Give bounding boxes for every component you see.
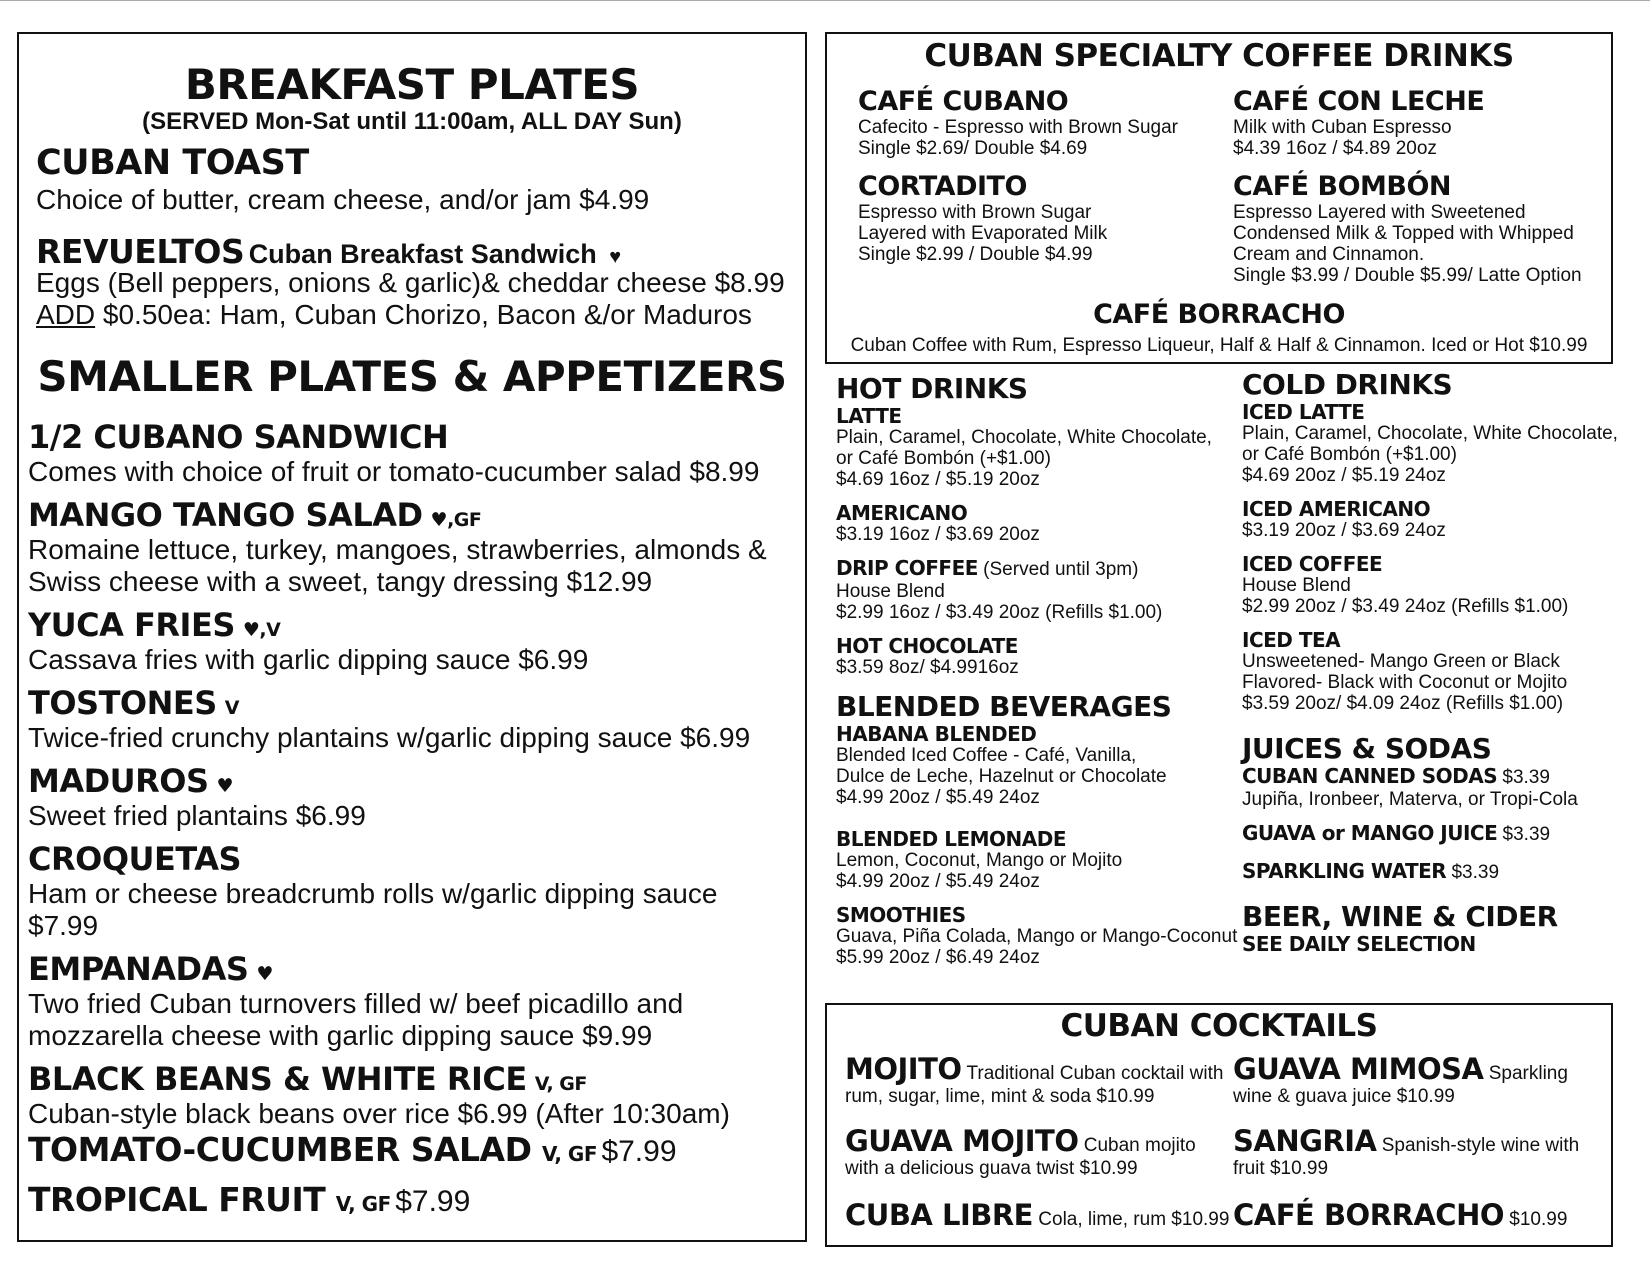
menu-item-header [28,1060,798,1098]
menu-item-name: YUCA FRIES [28,606,235,644]
menu-item-desc: Cassava fries with garlic dipping sauce $6.99 [28,644,589,675]
drink-name-row [1242,765,1642,789]
breakfast-subtitle: (SERVED Mon-Sat until 11:00am, ALL DAY Sun) [142,108,682,135]
drink-desc: or Café Bombón (+$1.00) [836,448,1051,469]
menu-item-name: TROPICAL FRUIT [28,1180,326,1219]
smaller-list [28,418,798,1130]
section-title: BLENDED BEVERAGES [836,690,1172,723]
drink-name: ICED LATTE [1242,400,1365,424]
drink-price: $3.39 [1446,862,1500,883]
coffee-item-desc: Layered with Evaporated Milk [858,223,1108,244]
drink-name-row [836,557,1231,581]
drink-desc: Dulce de Leche, Hazelnut or Chocolate [836,766,1167,787]
cocktail-name: GUAVA MOJITO [845,1124,1079,1158]
drink-desc: House Blend [1242,575,1351,596]
drink-note: (Served until 3pm) [977,559,1139,580]
menu-item-tags: V, GF [335,1192,391,1216]
menu-item-header [28,606,798,644]
cocktail-guava-mojito [845,1124,1235,1179]
drink-desc: Lemon, Coconut, Mango or Mojito [836,850,1123,871]
menu-item [28,1060,798,1130]
cold-drinks-column [1242,368,1642,955]
drink-price: $3.39 [1497,767,1550,788]
coffee-item-name: CAFÉ CON LECHE [1233,86,1485,117]
drink-desc: $3.19 20oz / $3.69 24oz [1242,520,1446,541]
cocktail-guava-mimosa [1233,1052,1603,1107]
menu-item-tags: ♥ [256,963,273,985]
drink-name: SPARKLING WATER [1242,859,1447,883]
smaller-title: SMALLER PLATES & APPETIZERS [37,352,787,401]
cocktails-title: CUBAN COCKTAILS [1060,1008,1378,1044]
menu-item-revueltos [36,232,621,271]
cocktail-name: GUAVA MIMOSA [1233,1052,1484,1086]
drink-desc: $3.59 8oz/ $4.9916oz [836,657,1019,678]
menu-item-name: MADUROS [28,762,209,800]
coffee-item-bombon [1233,171,1582,286]
coffee-item-desc: Single $2.69/ Double $4.69 [858,138,1088,159]
menu-item-header [28,762,798,800]
menu-item-tags: ♥,V [242,619,281,641]
coffee-item-name: CORTADITO [858,171,1027,202]
drink-desc: House Blend [836,581,945,602]
menu-item [28,762,798,832]
coffee-item-cortadito [858,171,1107,265]
menu-item-add [36,299,752,331]
coffee-item-desc: Cafecito - Espresso with Brown Sugar [858,117,1178,138]
coffee-item-desc: Single $3.99 / Double $5.99/ Latte Option [1233,265,1582,286]
menu-item-header [28,496,798,534]
menu-item-name: CROQUETAS [28,840,242,878]
coffee-item-name: CAFÉ BORRACHO [1093,299,1345,330]
menu-item-fruit [28,1180,470,1219]
cocktail-desc: Traditional Cuban cocktail with [961,1063,1224,1084]
cocktail-name: SANGRIA [1233,1124,1377,1158]
drink-name: SMOOTHIES [836,903,966,927]
drink-name-row [1242,822,1642,846]
drink-desc: Jupiña, Ironbeer, Materva, or Tropi-Cola [1242,789,1578,810]
drink-desc: Blended Iced Coffee - Café, Vanilla, [836,745,1137,766]
section-title: BEER, WINE & CIDER [1242,900,1558,933]
section-title: COLD DRINKS [1242,368,1453,401]
menu-item-tomato [28,1130,677,1169]
coffee-item-desc: Condensed Milk & Topped with Whipped [1233,223,1574,244]
drink-name: DRIP COFFEE [836,556,978,580]
cocktail-desc: wine & guava juice $10.99 [1233,1086,1455,1107]
drink-name: ICED COFFEE [1242,552,1383,576]
menu-item-name: 1/2 CUBANO SANDWICH [28,418,449,456]
menu-item-name: MANGO TANGO SALAD [28,496,423,534]
cocktail-name: MOJITO [845,1052,962,1086]
coffee-item-desc: $4.39 16oz / $4.89 20oz [1233,138,1437,159]
cocktail-desc: with a delicious guava twist $10.99 [845,1158,1138,1179]
coffee-item-desc: Cream and Cinnamon. [1233,244,1425,265]
drink-desc: $4.99 20oz / $5.49 24oz [836,871,1040,892]
drink-desc: Guava, Piña Colada, Mango or Mango-Coconut [836,926,1238,947]
menu-item-desc: Twice-fried crunchy plantains w/garlic dipping sauce $6.99 [28,722,751,753]
drink-desc: $4.99 20oz / $5.49 24oz [836,787,1040,808]
drink-name: HOT CHOCOLATE [836,634,1018,658]
menu-item-tags: ♥,GF [430,509,482,531]
cocktail-desc: Sparkling [1483,1063,1568,1084]
menu-item-desc: Ham or cheese breadcrumb rolls w/garlic dipping sauce $7.99 [28,878,718,941]
menu-item-name: BLACK BEANS & WHITE RICE [28,1060,527,1098]
cocktail-desc: Cuban mojito [1078,1135,1196,1156]
cocktail-mojito [845,1052,1235,1107]
drink-desc: $5.99 20oz / $6.49 24oz [836,947,1040,968]
menu-item-desc: Sweet fried plantains $6.99 [28,800,366,831]
menu-item-desc: Cuban-style black beans over rice $6.99 (After 10:30am) [28,1098,730,1129]
cocktail-cafe-borracho [1233,1198,1567,1232]
cocktail-desc: rum, sugar, lime, mint & soda $10.99 [845,1086,1155,1107]
coffee-item-name: CAFÉ CUBANO [858,86,1069,117]
menu-item [28,496,798,598]
menu-item [28,840,798,942]
drink-desc: Unsweetened- Mango Green or Black [1242,651,1560,672]
heart-icon: ♥ [609,246,622,268]
menu-item-price: $7.99 [601,1135,677,1168]
drink-name: GUAVA or MANGO JUICE [1242,821,1498,845]
menu-item-desc: Eggs (Bell peppers, onions & garlic)& cheddar cheese $8.99 [36,267,785,298]
coffee-item-desc: Single $2.99 / Double $4.99 [858,244,1093,265]
menu-item [28,684,798,754]
menu-item [28,950,798,1052]
cocktail-desc: fruit $10.99 [1233,1158,1329,1179]
cocktail-cuba-libre [845,1198,1229,1232]
menu-item-header [28,840,798,878]
menu-item-header [28,684,798,722]
drink-desc: Plain, Caramel, Chocolate, White Chocolate, [1242,423,1618,444]
coffee-item-cubano [858,86,1178,159]
drink-name: BLENDED LEMONADE [836,827,1067,851]
cocktail-desc: Spanish-style wine with [1376,1135,1580,1156]
cocktail-sangria [1233,1124,1603,1179]
drink-desc: $3.59 20oz/ $4.09 24oz (Refills $1.00) [1242,693,1564,714]
menu-item-desc: Comes with choice of fruit or tomato-cucumber salad $8.99 [28,456,760,487]
menu-item-name: REVUELTOS [36,232,245,271]
menu-item-tags: V, GF [534,1073,587,1095]
drink-desc: $2.99 20oz / $3.49 24oz (Refills $1.00) [1242,596,1569,617]
top-rule [0,0,1650,1]
drink-name: ICED TEA [1242,628,1341,652]
menu-item-desc: Romaine lettuce, turkey, mangoes, strawberries, almonds & Swiss cheese with a sweet, tangy dressing $12.99 [28,534,767,597]
drink-name: AMERICANO [836,501,968,525]
drink-desc: Plain, Caramel, Chocolate, White Chocolate, [836,427,1212,448]
hot-drinks-column [836,372,1238,968]
coffee-title: CUBAN SPECIALTY COFFEE DRINKS [924,38,1514,74]
drink-desc: $4.69 20oz / $5.19 24oz [1242,465,1446,486]
add-label: ADD [36,299,96,330]
drink-name: HABANA BLENDED [836,722,1037,746]
menu-item-header [28,418,798,456]
coffee-item-desc: Espresso Layered with Sweetened [1233,202,1526,223]
drink-desc: $4.69 16oz / $5.19 20oz [836,469,1040,490]
drink-price: $3.39 [1497,824,1551,845]
drink-desc: Flavored- Black with Coconut or Mojito [1242,672,1568,693]
coffee-item-desc: Milk with Cuban Espresso [1233,117,1452,138]
menu-item-name: TOMATO-CUCUMBER SALAD [28,1130,532,1169]
menu-item [28,418,798,488]
drink-name: LATTE [836,404,902,428]
add-desc: $0.50ea: Ham, Cuban Chorizo, Bacon &/or Maduros [95,299,752,330]
coffee-item-leche [1233,86,1484,159]
cocktail-name: CAFÉ BORRACHO [1233,1198,1505,1232]
menu-item-header [28,950,798,988]
menu-item-name: EMPANADAS [28,950,249,988]
drink-name: ICED AMERICANO [1242,497,1431,521]
cocktail-name: CUBA LIBRE [845,1198,1033,1232]
drink-desc: $3.19 16oz / $3.69 20oz [836,524,1040,545]
coffee-item-name: CAFÉ BOMBÓN [1233,171,1452,202]
drink-name-row [1242,860,1642,884]
menu-item-tags: V [224,697,240,719]
menu-item-name: CUBAN TOAST [36,143,309,183]
cocktail-desc: Cola, lime, rum $10.99 [1033,1209,1230,1230]
section-title: HOT DRINKS [836,372,1028,405]
drink-desc: or Café Bombón (+$1.00) [1242,444,1457,465]
menu-item [28,606,798,676]
menu-item-sub: Cuban Breakfast Sandwich [248,239,597,269]
menu-item-desc: Choice of butter, cream cheese, and/or jam $4.99 [36,184,650,215]
menu-item-tags: ♥ [216,775,234,797]
section-subtitle: SEE DAILY SELECTION [1242,932,1476,956]
drink-desc: $2.99 16oz / $3.49 20oz (Refills $1.00) [836,602,1163,623]
cocktail-desc: $10.99 [1504,1209,1568,1230]
coffee-item-desc: Espresso with Brown Sugar [858,202,1092,223]
coffee-item-desc: Cuban Coffee with Rum, Espresso Liqueur, Half & Half & Cinnamon. Iced or Hot $10.99 [850,335,1588,356]
section-title: JUICES & SODAS [1242,732,1492,765]
breakfast-title: BREAKFAST PLATES [184,60,640,109]
drink-name: CUBAN CANNED SODAS [1242,764,1498,788]
menu-item-tags: V, GF [541,1142,597,1166]
menu-item-name: TOSTONES [28,684,217,722]
menu-item-price: $7.99 [395,1185,471,1218]
menu-item-desc: Two fried Cuban turnovers filled w/ beef picadillo and mozzarella cheese with garlic dipping sauce $9.99 [28,988,684,1051]
